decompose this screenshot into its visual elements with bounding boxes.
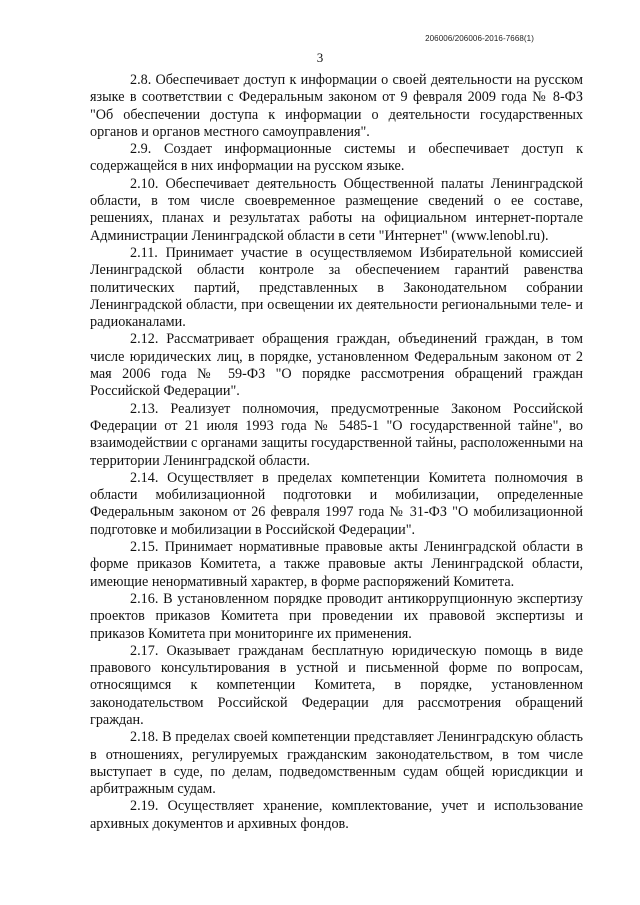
paragraph-text: В пределах своей компетенции представляет Ленинградскую область в отношениях, регулируемых гражданским законодательством, в том числе выступает в суде, по делам, подведомственным судам общей юрисдикции и арбитражным судам. — [90, 729, 583, 798]
paragraph-2-16 — [90, 591, 583, 643]
paragraph-number: 2.12. — [130, 331, 159, 348]
paragraph-number: 2.10. — [130, 175, 159, 192]
paragraph-2-9 — [90, 141, 583, 176]
paragraph-2-13 — [90, 401, 583, 470]
paragraph-number: 2.16. — [130, 590, 159, 607]
paragraph-number: 2.18. — [130, 729, 159, 746]
paragraph-2-15 — [90, 539, 583, 591]
paragraph-text: Принимает нормативные правовые акты Ленинградской области в форме приказов Комитета, а также правовые акты Ленинградской области, имеющие ненормативный характер, в форме распоряжений Комитета. — [90, 539, 583, 590]
paragraph-number: 2.15. — [130, 539, 159, 556]
paragraph-number: 2.17. — [130, 642, 159, 659]
paragraph-text: Обеспечивает деятельность Общественной палаты Ленинградской области, в том числе своевременное размещение сведений о ее составе, решениях, планах и результатах работы на официальном интернет-портале Администрации Ленинградской области в сети "Интернет" (www.lenobl.ru). — [90, 175, 583, 244]
page-number: 3 — [316, 50, 324, 65]
paragraph-2-10 — [90, 176, 583, 245]
paragraph-2-18 — [90, 729, 583, 798]
paragraph-2-8 — [90, 72, 583, 141]
document-code: 206006/206006-2016-7668(1) — [425, 34, 534, 43]
document-body — [90, 72, 583, 833]
paragraph-text: Реализует полномочия, предусмотренные Законом Российской Федерации от 21 июля 1993 года № 5485-1 "О государственной тайне", во взаимодействии с органами защиты государственной тайны, расположенными на территории Ленинградской области. — [90, 400, 584, 469]
paragraph-text: Осуществляет в пределах компетенции Комитета полномочия в области мобилизационной подготовки и мобилизации, определенные Федеральным законом от 26 февраля 1997 года № 31-ФЗ "О мобилизационной подготовке и мобилизации в Российской Федерации". — [90, 469, 583, 538]
paragraph-text: В установленном порядке проводит антикоррупционную экспертизу проектов приказов Комитета при проведении их правовой экспертизы и приказов Комитета при мониторинге их применения. — [90, 590, 583, 642]
paragraph-text: Оказывает гражданам бесплатную юридическую помощь в виде правового консультирования в устной и письменной форме по вопросам, относящимся к компетенции Комитета, в порядке, установленном законодательством Российской Федерации для рассмотрения обращений граждан. — [90, 642, 583, 728]
paragraph-2-12 — [90, 331, 583, 400]
paragraph-text: Создает информационные системы и обеспечивает доступ к содержащейся в них информации на русском языке. — [90, 141, 583, 175]
paragraph-number: 2.13. — [130, 400, 159, 417]
paragraph-text: Обеспечивает доступ к информации о своей деятельности на русском языке в соответствии с Федеральным законом от 9 февраля 2009 года № 8-ФЗ "Об обеспечении доступа к информации о деятельности государственных органов и органов местного самоуправления". — [90, 72, 583, 140]
paragraph-text: Осуществляет хранение, комплектование, учет и использование архивных документов и архивных фондов. — [90, 798, 584, 832]
paragraph-2-14 — [90, 470, 583, 539]
paragraph-text: Принимает участие в осуществляемом Избирательной комиссией Ленинградской области контроле за обеспечением гарантий равенства политических партий, представленных в Законодательном собрании Ленинградской области, при освещении их деятельности региональными теле- и радиоканалами. — [90, 244, 584, 331]
paragraph-2-11 — [90, 245, 583, 331]
paragraph-number: 2.9. — [130, 141, 152, 158]
paragraph-2-17 — [90, 643, 583, 729]
paragraph-number: 2.19. — [130, 798, 159, 815]
paragraph-2-19 — [90, 798, 583, 833]
paragraph-number: 2.11. — [130, 244, 158, 261]
paragraph-number: 2.8. — [130, 72, 152, 88]
paragraph-text: Рассматривает обращения граждан, объединений граждан, в том числе юридических лиц, в порядке, установленном Федеральным законом от 2 мая 2006 года № 59-ФЗ "О порядке рассмотрения обращений граждан Российской Федерации". — [90, 331, 584, 400]
paragraph-number: 2.14. — [130, 469, 159, 486]
